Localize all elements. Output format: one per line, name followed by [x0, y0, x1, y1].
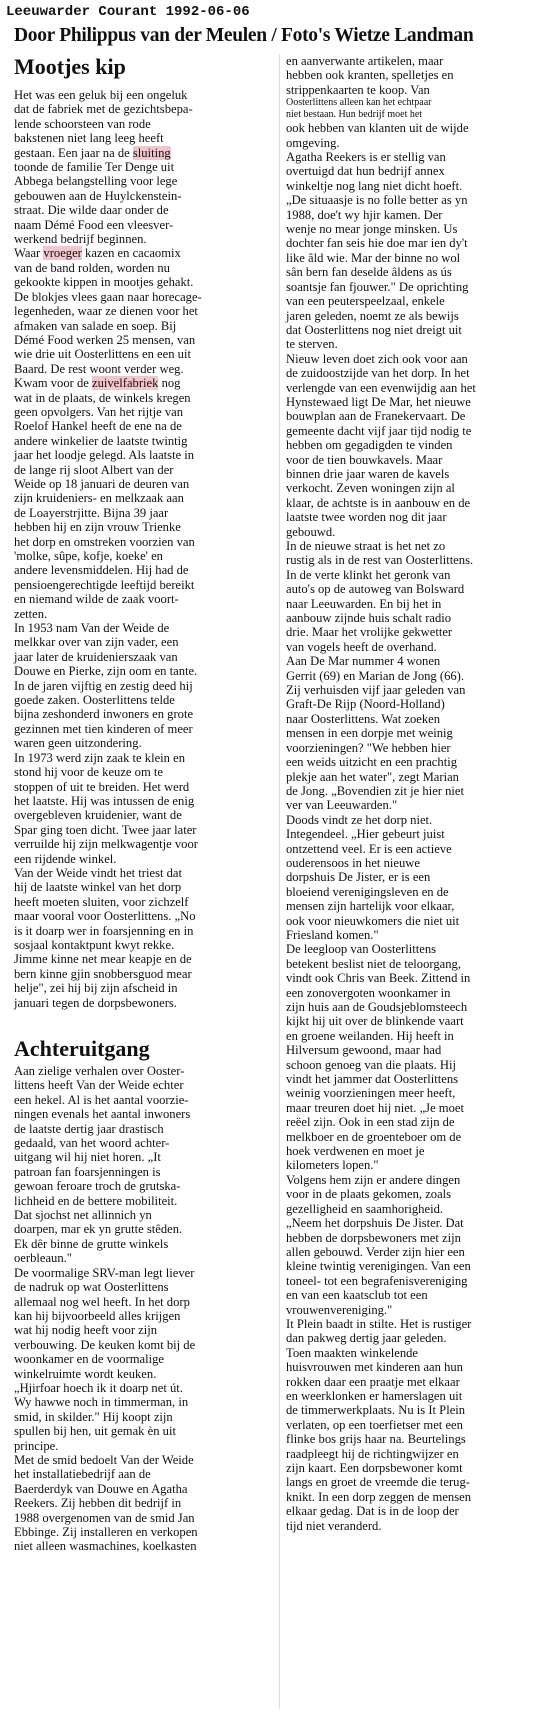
text-line: gestaan. Een jaar na de sluiting [14, 145, 171, 160]
text-line: elkaar gedag. Dat is in de loop der [286, 1504, 459, 1519]
text-line: plekje aan het water", zegt Marian [286, 769, 459, 784]
text-line: kilometers lopen." [286, 1158, 379, 1173]
text-line: like âld wie. Mar der binne no wol [286, 250, 461, 265]
text-line: verkocht. Zeven woningen zijn al [286, 481, 455, 496]
text-line: lichheid en de bettere mobiliteit. [14, 1193, 178, 1208]
text-line: de laatste dertig jaar drastisch [14, 1121, 164, 1136]
text-line: verruilde hij zijn melkwagentje voor [14, 837, 198, 852]
text-line: winkeltje nog lang niet dicht hoeft. [286, 178, 463, 193]
text-line: bakstenen niet lang leeg heeft [14, 131, 164, 146]
text-line: Met de smid bedoelt Van der Weide [14, 1452, 194, 1467]
text-line: kijkt hij uit over de blinkende vaart [286, 1014, 464, 1029]
text-line: de Loayerstrjitte. Bijna 39 jaar [14, 505, 169, 520]
text-line: De voormalige SRV-man legt liever [14, 1265, 195, 1280]
text-line: Friesland komen." [286, 927, 379, 942]
text-line: ontzettend veel. Er is een actieve [286, 841, 452, 856]
text-line: en weerklonken er hamerslagen uit [286, 1388, 463, 1403]
text-line: In 1973 werd zijn zaak te klein en [14, 750, 185, 765]
text-line: laatste twee worden nog dit jaar [286, 510, 447, 525]
text-line: verlengde van een evenwijdig aan het [286, 380, 476, 395]
text-line: Weide op 18 januari de deuren van [14, 476, 190, 491]
text-line: het dorp en omstreken voorzien van [14, 534, 195, 549]
text-line: de zuidoostzijde van het dorp. In het [286, 366, 470, 381]
text-line: klaar, de achtste is in aanbouw en de [286, 495, 471, 510]
text-line: dorpshuis De Jister, er is een [286, 870, 431, 885]
text-line: strippenkaarten te koop. Van [286, 82, 430, 97]
text-line: gebouwd. [286, 524, 336, 539]
text-line: dat de fabriek met de gezichtsbepa- [14, 102, 193, 117]
text-line: vindt het jammer dat Oosterlittens [286, 1072, 459, 1087]
text-line: naam Démé Food een vleesver- [14, 217, 174, 232]
text-line: auto's op de autoweg van Bolsward [286, 582, 465, 597]
text-line: wat hij nodig heeft voor zijn [14, 1323, 158, 1338]
text-line: gedaald, van het woord achter- [14, 1136, 170, 1151]
text-line: schoon genoeg van die plaats. Hij [286, 1057, 456, 1072]
text-line: Hilversum gewoond, maar had [286, 1043, 442, 1058]
text-line: ningen evenals het aantal inwoners [14, 1107, 191, 1122]
text-line: januari tegen de dorpsbewoners. [14, 995, 177, 1010]
text-line: de Jong. „Bovendien zit je hier niet [286, 783, 465, 798]
text-line: geen opvolgers. Van het rijtje van [14, 404, 184, 419]
text-line: gezinnen met tien kinderen of meer [14, 721, 193, 736]
text-line: Aan De Mar nummer 4 wonen [286, 654, 441, 669]
text-line: Oosterlittens alleen kan het echtpaar [286, 97, 432, 109]
text-line: uitgang wil hij niet horen. „It [14, 1150, 161, 1165]
text-line: het installatiebedrijf aan de [14, 1467, 151, 1482]
text-line: Démé Food werken 25 mensen, van [14, 332, 196, 347]
text-line: tijd niet veranderd. [286, 1518, 382, 1533]
text-line: rustig als in de rest van Oosterlittens. [286, 553, 474, 568]
text-line: wenje no mear jonge minsken. Us [286, 222, 458, 237]
text-line: wat in de plaats, de winkels kregen [14, 390, 191, 405]
text-line: allemaal nog wel heeft. In het dorp [14, 1294, 190, 1309]
text-line: naar Oosterlittens. Wat zoeken [286, 711, 441, 726]
text-line: hebben hij en zijn vrouw Trienke [14, 520, 181, 535]
text-line: Zij verhuisden vijf jaar geleden van [286, 683, 466, 698]
text-line: flinke bos grijs haar na. Beurtelings [286, 1432, 466, 1447]
text-line: het laatste. Hij was intussen de enig [14, 793, 195, 808]
text-line: weinig voorzieningen meer heeft, [286, 1086, 456, 1101]
text-line: en groene weilanden. Hij heeft in [286, 1028, 454, 1043]
text-line: de lange rij sloot Albert van der [14, 462, 174, 477]
text-line: De blokjes vlees gaan naar horecage- [14, 289, 202, 304]
text-line: Ek dêr binne de grutte winkels [14, 1236, 169, 1251]
text-line: van vogels heeft de overhand. [286, 639, 437, 654]
text-line: Volgens hem zijn er andere dingen [286, 1172, 461, 1187]
text-line: toneel- tot een begrafenisvereniging [286, 1273, 468, 1288]
text-line: De leegloop van Oosterlittens [286, 942, 437, 957]
text-line: overtuigd dat hun bedrijf annex [286, 164, 445, 179]
text-line: reëel zijn. Ook in een stad zijn de [286, 1115, 455, 1130]
text-line: „Hjirfoar hoech ik it doarp net út. [14, 1380, 183, 1395]
text-line: spullen bij hen, uit gemak èn uit [14, 1424, 176, 1439]
text-line: Toen maakten winkelende [286, 1345, 419, 1360]
text-line: gewoan feroare troch de grutska- [14, 1179, 181, 1194]
text-line: verlaten, op een toerfietser met een [286, 1417, 463, 1432]
text-line: gebouwen aan de Huylckenstein- [14, 188, 182, 203]
text-line: principe. [14, 1438, 59, 1453]
text-line: bouwplan aan de Franekervaart. De [286, 409, 466, 424]
column-divider [279, 54, 280, 1709]
text-line: doarpen, mar ek yn grutte stêden. [14, 1222, 183, 1237]
text-line: maar treuren doet hij niet. „Je moet [286, 1100, 464, 1115]
text-line: Baard. De rest woont verder weg. [14, 361, 184, 376]
text-line: verbouwing. De keuken komt bij de [14, 1337, 196, 1352]
text-line: Aan zielige verhalen over Ooster- [14, 1064, 185, 1078]
text-line: te sterven. [286, 337, 338, 352]
text-line: Hynstewaed ligt De Mar, het nieuwe [286, 394, 471, 409]
text-line: It Plein baadt in stilte. Het is rustiger [286, 1316, 472, 1331]
text-line: Agatha Reekers is er stellig van [286, 150, 446, 165]
text-line: voorzieningen? "We hebben hier [286, 740, 451, 755]
text-line: gezelligheid en saamhorigheid. [286, 1201, 444, 1216]
text-line: littens heeft Van der Weide echter [14, 1078, 184, 1093]
highlighted-word: zuivelfabriek [92, 376, 159, 391]
text-line: huisvrouwen met kinderen aan hun [286, 1360, 463, 1375]
text-line: dat Oosterlittens nog niet dreigt uit [286, 322, 462, 337]
text-line: winkelruimte wordt keuken. [14, 1366, 157, 1381]
text-line: en aanverwante artikelen, maar [286, 54, 444, 68]
text-line: ook voor nieuwkomers die niet uit [286, 913, 460, 928]
text-line: In de nieuwe straat is het net zo [286, 539, 446, 553]
text-line: naar Leeuwarden. En bij het in [286, 596, 442, 611]
text-line: zijn huis aan de Goudsjeblomsteech [286, 1000, 468, 1014]
text-line: dan pakweg dertig jaar geleden. [286, 1331, 447, 1346]
left-column [14, 54, 272, 1554]
text-line: een hekel. Al is het aantal voorzie- [14, 1092, 189, 1107]
text-line: jaren geleden, noemt ze als bewijs [286, 308, 459, 323]
text-line: van de band rolden, worden nu [14, 260, 170, 275]
text-line: binnen drie jaar waren de kavels [286, 466, 450, 481]
text-line: hoek verdwenen en moet je [286, 1144, 425, 1159]
text-line: werkend bedrijf beginnen. [14, 232, 147, 247]
text-line: Van der Weide vindt het triest dat [14, 865, 183, 880]
text-line: bijna zeshonderd inwoners en grote [14, 707, 194, 722]
right-column [286, 54, 536, 1533]
text-line: hij de laatste winkel van het dorp [14, 880, 182, 895]
text-line: smid, in skilder." Hij koopt zijn [14, 1409, 173, 1424]
masthead: Leeuwarder Courant 1992-06-06 [6, 4, 250, 20]
text-line: goede zaken. Oosterlittens telde [14, 693, 175, 708]
text-line: Abbega belangstelling voor lege [14, 174, 178, 189]
text-line: oerbleaun." [14, 1251, 72, 1266]
text-line: zijn kruideniers- en melkzaak aan [14, 491, 184, 506]
text-line: vindt ook Chris van Beek. Zittend in [286, 971, 471, 986]
text-line: bern kinne gjin snobbersguod mear [14, 966, 192, 981]
text-line: andere levensmiddelen. Hij had de [14, 563, 189, 578]
text-line: Dat sjochst net allinnich yn [14, 1208, 152, 1223]
text-line: rokken daar een praatje met elkaar [286, 1374, 460, 1389]
text-line: heeft moeten sluiten, voor zichzelf [14, 894, 189, 909]
text-line: niet bestaan. Hun bedrijf moet het [286, 109, 423, 121]
text-line: stond hij voor de keuze om te [14, 765, 163, 780]
text-line: raadpleegt hij de richtingwijzer en [286, 1446, 459, 1461]
text-line: Waar vroeger kazen en cacaomix [14, 246, 181, 261]
text-line: mensen zijn hartelijk voor elkaar, [286, 899, 455, 914]
text-line: 'molke, sûpe, kofje, koeke' en [14, 549, 163, 563]
text-line: voor in de plaats gekomen, zoals [286, 1187, 452, 1202]
text-line: voor de tien bouwkavels. Maar [286, 452, 443, 467]
text-line: en van een kaatsclub tot een [286, 1288, 428, 1303]
text-line: een zonovergoten woonkamer in [286, 985, 451, 1000]
text-line: vrouwenvereniging." [286, 1302, 393, 1317]
text-line: helje", zei hij bij zijn afscheid in [14, 981, 178, 996]
text-line: Roelof Hankel heeft de ene na de [14, 419, 182, 434]
text-line: allen gebouwd. Verder zijn hier een [286, 1244, 465, 1259]
text-line: aanbouw zijnde huis schalt radio [286, 611, 452, 626]
text-line: sân bern fan deselde âldens as ús [286, 265, 452, 280]
text-line: niet alleen wasmachines, koelkasten [14, 1539, 197, 1554]
text-line: kleine twintig verenigingen. Van een [286, 1259, 471, 1274]
text-line: 1988 overgenomen van de smid Jan [14, 1510, 195, 1525]
text-line: ook hebben van klanten uit de wijde [286, 121, 469, 136]
text-line: soantsje fan fjouwer." De oprichting [286, 279, 469, 294]
text-line: Jimme kinne net mear keapje en de [14, 952, 192, 967]
text-line: Reekers. Zij hebben dit bedrijf in [14, 1496, 182, 1511]
text-line: jaar het loodje gelegd. Als laatste in [14, 448, 195, 463]
section-heading-mootjes-kip: Mootjes kip [14, 54, 126, 79]
highlighted-word: sluiting [132, 145, 171, 160]
text-line: jaar later de kruidenierszaak van [14, 649, 178, 664]
text-line: Het was een geluk bij een ongeluk [14, 88, 188, 102]
left-body-part-1 [14, 88, 272, 1010]
text-line: wie drie uit Oosterlittens en een uit [14, 347, 191, 362]
text-line: hebben de dorpsbewoners met zijn [286, 1230, 461, 1245]
text-line: drie. Maar het vrolijke gekwetter [286, 625, 453, 640]
text-line: stoppen of uit te breiden. Het werd [14, 779, 190, 794]
text-line: sosjaal kontaktpunt kwyt rekke. [14, 937, 175, 952]
text-line: Spar ging toen dicht. Twee jaar later [14, 822, 197, 837]
highlighted-word: vroeger [43, 246, 82, 261]
text-line: zetten. [14, 606, 48, 621]
text-line: toonde de familie Ter Denge uit [14, 160, 175, 175]
text-line: melkkar over van zijn vader, een [14, 635, 179, 650]
text-line: Kwam voor de zuivelfabriek nog [14, 376, 181, 391]
text-line: Gerrit (69) en Marian de Jong (66). [286, 668, 465, 683]
text-line: van een peuterspeelzaal, enkele [286, 294, 445, 309]
text-line: omgeving. [286, 135, 340, 150]
text-line: zijn kaart. Een dorpsbewoner komt [286, 1461, 463, 1475]
text-line: 1988, doe't wy hjir kamen. Der [286, 207, 443, 222]
text-line: legenheden, waar ze dienen voor het [14, 304, 198, 319]
left-body-part-2 [14, 1064, 272, 1554]
text-line: „De situaasje is no folle better as yn [286, 193, 468, 208]
text-line: In de verte klinkt het geronk van [286, 567, 451, 582]
text-line: waren geen uitzondering. [14, 736, 142, 751]
text-line: betekent beslist niet de teloorgang, [286, 956, 461, 971]
text-line: langs en groet de vreemde die terug- [286, 1475, 470, 1490]
text-line: pensioengerechtigde leeftijd bereikt [14, 577, 195, 592]
text-line: ouderensoos in het nieuwe [286, 855, 420, 870]
text-line: knikt. In een dorp zeggen de mensen [286, 1489, 471, 1504]
text-line: een rijdende winkel. [14, 851, 117, 866]
text-line: overgebleven kruidenier, want de [14, 808, 182, 823]
text-line: Doods vindt ze het dorp niet. [286, 812, 433, 827]
text-line: Baerderdyk van Douwe en Agatha [14, 1481, 188, 1496]
text-line: woonkamer en de voormalige [14, 1352, 165, 1367]
text-line: Graft-De Rijp (Noord-Holland) [286, 697, 445, 712]
text-line: Ebbinge. Zij installeren en verkopen [14, 1525, 198, 1539]
byline: Door Philippus van der Meulen / Foto's Wietze Landman [14, 25, 474, 46]
text-line: bloeiend verenigingsleven en de [286, 884, 449, 899]
text-line: dochter fan seis hie doe mar ien dy't [286, 236, 468, 251]
text-line: is it doarp wer in foarsjenning en in [14, 923, 194, 938]
text-line: gemeente dacht vijf jaar tijd nodig te [286, 423, 472, 438]
right-body [286, 54, 536, 1533]
text-line: kan hij bijvoorbeeld alles krijgen [14, 1308, 181, 1323]
text-line: de nadruk op wat Oosterlittens [14, 1280, 169, 1295]
text-line: ver van Leeuwarden." [286, 798, 398, 813]
text-line: In 1953 nam Van der Weide de [14, 621, 170, 636]
text-line: Wy hawwe noch in timmerman, in [14, 1395, 189, 1410]
text-line: straat. Die wilde daar onder de [14, 203, 169, 218]
text-line: andere winkelier de laatste twintig [14, 433, 188, 448]
text-line: „Neem het dorpshuis De Jister. Dat [286, 1216, 464, 1231]
text-line: lende schoorsteen van rode [14, 116, 151, 131]
text-line: en niemand wilde de zaak voort- [14, 592, 179, 607]
text-line: In de jaren vijftig en zestig deed hij [14, 678, 193, 693]
text-line: afmaken van salade en soep. Bij [14, 318, 177, 333]
text-line: een weids uitzicht en een prachtig [286, 755, 457, 770]
text-line: Nieuw leven doet zich ook voor aan [286, 351, 468, 366]
text-line: maar vooral voor Oosterlittens. „No [14, 909, 196, 924]
text-line: patroan fan foarsjenningen is [14, 1164, 161, 1179]
text-line: Integendeel. „Hier gebeurt juist [286, 827, 445, 842]
text-line: hebben om gegadigden te vinden [286, 438, 453, 453]
text-line: hebben ook kranten, spelletjes en [286, 68, 454, 83]
text-line: de timmerwerkplaats. Nu is It Plein [286, 1403, 466, 1418]
text-line: Douwe en Pierke, zijn oom en tante. [14, 664, 198, 679]
text-line: gekookte kippen in mootjes gehakt. [14, 275, 194, 290]
text-line: melkboer en de groenteboer om de [286, 1129, 462, 1144]
text-line: mensen in een dorpje met weinig [286, 726, 453, 741]
section-heading-achteruitgang: Achteruitgang [14, 1036, 150, 1061]
